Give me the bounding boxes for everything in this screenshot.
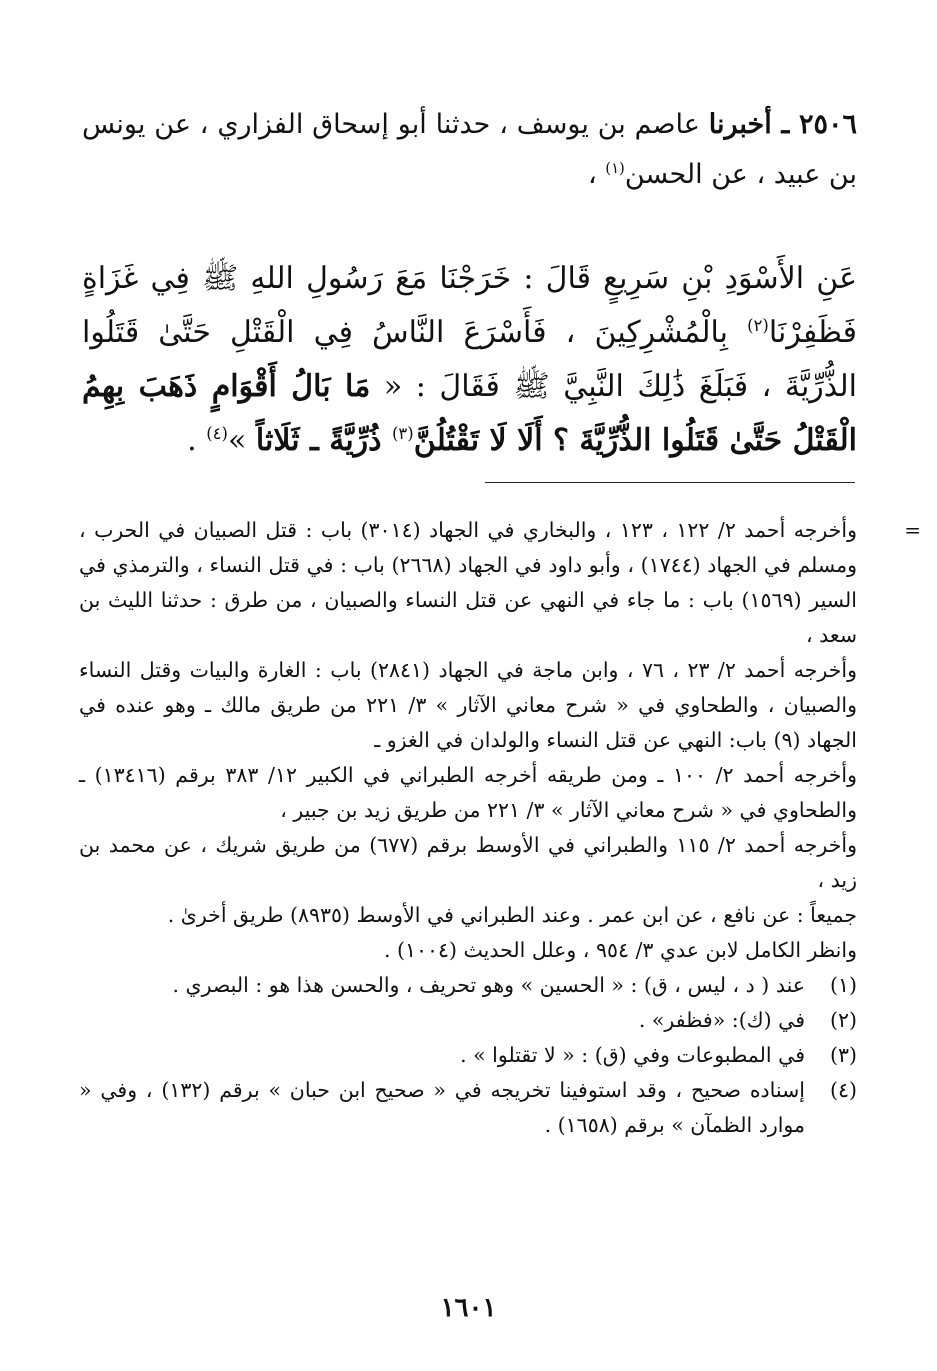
footnote-number: (٣) bbox=[829, 1043, 857, 1067]
footnote-separator bbox=[485, 482, 855, 483]
takhrij-paragraph: وأخرجه أحمد ٢/ ٢٣ ، ٧٦ ، وابن ماجة في الجهاد (٢٨٤١) باب : الغارة والبيات وقتل النساء والصبيان ، والطحاوي في « شرح معاني الآثار » ٣/ ٢٢١ من طريق مالك ـ وهو عنده في الجهاد (٩) باب: النهي عن قتل النساء والولدان في الغزو ـ bbox=[79, 658, 857, 752]
hadith-number-dash: ـ bbox=[771, 109, 799, 140]
matn-text-2: بِالْمُشْرِكِينَ ، فَأَسْرَعَ النَّاسُ فِي الْقَتْلِ حَتَّىٰ قَتَلُوا الذُّرِّيَّةَ ، فَبَلَغَ ذَٰلِكَ النَّبِيَّ ﷺ فَقَالَ : « bbox=[82, 315, 858, 404]
matn-text-1: عَنِ الأَسْوَدِ بْنِ سَرِيعٍ قَالَ : خَرَجْنَا مَعَ رَسُولِ اللهِ ﷺ فِي غَزَاةٍ فَظَفِرْنَا bbox=[82, 261, 857, 350]
footnote-ref-3: (٣) bbox=[391, 424, 414, 443]
footnote-item bbox=[79, 1003, 857, 1038]
hadith-number: ٢٥٠٦ bbox=[798, 109, 857, 140]
takhrij-paragraph: وأخرجه أحمد ٢/ ١٢٢ ، ١٢٣ ، والبخاري في الجهاد (٣٠١٤) باب : قتل الصبيان في الحرب ، ومسلم في الجهاد (١٧٤٤) ، وأبو داود في الجهاد (٢٦٦٨) باب : في قتل النساء ، والترمذي في السير (١٥٦٩) باب : ما جاء في النهي عن قتل النساء والصبيان ، من طرق : حدثنا الليث بن سعد ، bbox=[79, 518, 857, 647]
hadith-isnad bbox=[82, 100, 857, 200]
isnad-text: عاصم بن يوسف ، حدثنا أبو إسحاق الفزاري ، عن يونس بن عبيد ، عن الحسن bbox=[82, 109, 857, 190]
matn-end: . bbox=[187, 423, 207, 458]
footnote-ref-4: (٤) bbox=[206, 424, 228, 443]
page-number: ١٦٠١ bbox=[440, 1293, 497, 1323]
footnote-text: في المطبوعات وفي (ق) : « لا تقتلوا » . bbox=[460, 1043, 805, 1067]
footnote-item bbox=[79, 1038, 857, 1073]
footnote-text: عند ( د ، ليس ، ق) : « الحسين » وهو تحريف ، والحسن هذا هو : البصري . bbox=[172, 973, 805, 997]
takhrij-paragraph: جميعاً : عن نافع ، عن ابن عمر . وعند الطبراني في الأوسط (٨٩٣٥) طريق أخرىٰ . bbox=[167, 903, 857, 927]
prophet-saying-1: مَا بَالُ أَقْوَامٍ ذَهَبَ بِهِمُ الْقَتْلُ حَتَّىٰ قَتَلُوا الذُّرِّيَّةَ ؟ أَلَا لَا تَقْتُلُنَّ bbox=[82, 369, 857, 458]
footnote-number: (١) bbox=[829, 973, 857, 997]
footnote-text: في (ك): «فظفر» . bbox=[638, 1008, 805, 1032]
footnotes bbox=[79, 513, 921, 1143]
takhrij-paragraph: وأخرجه أحمد ٢/ ١١٥ والطبراني في الأوسط برقم (٦٧٧) من طريق شريك ، عن محمد بن زيد ، bbox=[79, 833, 857, 892]
hadith-matn bbox=[82, 252, 857, 468]
takhrij-paragraph: وانظر الكامل لابن عدي ٣/ ٩٥٤ ، وعلل الحديث (١٠٠٤) . bbox=[383, 938, 857, 962]
akhbarana-word: أخبرنا bbox=[708, 109, 772, 140]
footnote-number: (٤) bbox=[829, 1078, 857, 1102]
footnote-text: إسناده صحيح ، وقد استوفينا تخريجه في « صحيح ابن حبان » برقم (١٣٢) ، وفي « موارد الظمآن » برقم (١٦٥٨) . bbox=[79, 1078, 805, 1137]
prophet-saying-2: ذُرِّيَّةً ـ ثَلَاثاً bbox=[255, 423, 392, 458]
footnote-item bbox=[79, 1073, 857, 1143]
takhrij-paragraph: وأخرجه أحمد ٢/ ١٠٠ ـ ومن طريقه أخرجه الطبراني في الكبير ١٢/ ٣٨٣ برقم (١٣٤١٦) ـ والطحاوي في « شرح معاني الآثار » ٣/ ٢٢١ من طريق زيد بن جبير ، bbox=[79, 763, 858, 822]
footnote-ref-1: (١) bbox=[605, 159, 625, 177]
footnote-item bbox=[79, 968, 857, 1003]
isnad-end: ، bbox=[587, 159, 606, 190]
quote-close: » bbox=[227, 423, 256, 458]
footnote-ref-2: (٢) bbox=[747, 316, 769, 335]
footnote-number: (٢) bbox=[829, 1008, 857, 1032]
footnote-continuation bbox=[79, 513, 921, 968]
continuation-mark: = bbox=[904, 518, 921, 542]
